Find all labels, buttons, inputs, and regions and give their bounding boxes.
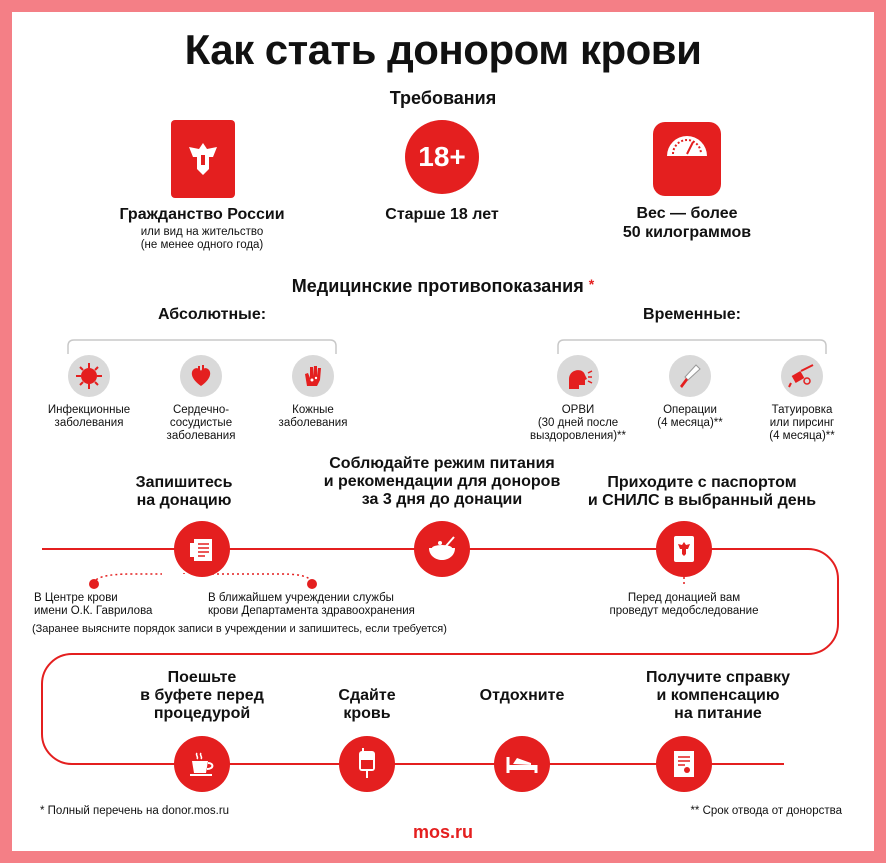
citizenship-note-1: или вид на жительство bbox=[140, 226, 264, 238]
contraindications-heading-text: Медицинские противопоказания bbox=[291, 276, 584, 296]
contraindications-mark: * bbox=[588, 276, 595, 292]
infectious-line-2: заболевания bbox=[54, 417, 124, 429]
cardio-line-2: сосудистые bbox=[169, 417, 233, 429]
footnote-right: ** Срок отвода от донорства bbox=[690, 805, 842, 817]
step-signup-line-1: Запишитесь bbox=[135, 474, 233, 491]
infectious-line-1: Инфекционные bbox=[47, 404, 131, 416]
sick-person-icon bbox=[557, 355, 599, 397]
step-eat-line-2: в буфете перед bbox=[140, 687, 264, 704]
signup-option-1-line-2: имени О.К. Гаврилова bbox=[34, 605, 153, 617]
cardio-line-3: заболевания bbox=[166, 430, 236, 442]
surgery-line-2: (4 месяца)** bbox=[657, 417, 723, 429]
step-eat-line-1: Поешьте bbox=[167, 669, 237, 686]
citizenship-note-2: (не менее одного года) bbox=[140, 239, 264, 251]
tattoo-line-3: (4 месяца)** bbox=[769, 430, 835, 442]
age-18-plus-icon bbox=[405, 120, 479, 194]
weight-title-1: Вес — более bbox=[636, 205, 738, 222]
age-title: Старше 18 лет bbox=[385, 206, 499, 223]
signup-option-2-line-1: В ближайшем учреждении службы bbox=[208, 592, 394, 604]
skin-line-1: Кожные bbox=[292, 404, 334, 416]
page-title: Как стать донором крови bbox=[184, 26, 702, 73]
heart-icon bbox=[180, 355, 222, 397]
requirements-heading: Требования bbox=[389, 88, 497, 108]
step-certificate-line-3: на питание bbox=[674, 705, 762, 722]
step-eat-line-3: процедурой bbox=[153, 705, 251, 722]
coffee-cup-icon bbox=[174, 736, 230, 792]
certificate-icon bbox=[656, 736, 712, 792]
bed-icon bbox=[494, 736, 550, 792]
step-donate-line-1: Сдайте bbox=[338, 687, 396, 704]
step-passport-line-2: и СНИЛС в выбранный день bbox=[587, 492, 817, 509]
signup-option-1-line-1: В Центре крови bbox=[34, 592, 118, 604]
signup-option-dot-2 bbox=[307, 579, 317, 589]
citizenship-title: Гражданство России bbox=[119, 206, 285, 223]
food-bowl-icon bbox=[414, 521, 470, 577]
exam-note-line-2: проведут медобследование bbox=[609, 605, 759, 617]
tattoo-line-2: или пирсинг bbox=[769, 417, 835, 429]
step-diet-line-3: за 3 дня до донации bbox=[361, 491, 523, 508]
tattoo-machine-icon bbox=[781, 355, 823, 397]
weight-title-2: 50 килограммов bbox=[622, 224, 752, 241]
skin-line-2: заболевания bbox=[278, 417, 348, 429]
orvi-line-1: ОРВИ bbox=[561, 404, 595, 416]
passport-icon bbox=[656, 521, 712, 577]
step-diet-line-1: Соблюдайте режим питания bbox=[329, 455, 555, 472]
absolute-label: Абсолютные: bbox=[157, 306, 267, 323]
signup-option-2-line-2: крови Департамента здравоохранения bbox=[208, 605, 415, 617]
step-rest-label: Отдохните bbox=[479, 687, 565, 704]
contraindications-heading bbox=[12, 276, 874, 297]
brand-logo[interactable]: mos.ru bbox=[412, 822, 473, 842]
coat-of-arms-icon bbox=[171, 120, 235, 198]
step-signup-line-2: на донацию bbox=[136, 492, 232, 509]
temporary-label: Временные: bbox=[643, 306, 741, 323]
virus-icon bbox=[68, 355, 110, 397]
blood-bag-icon bbox=[339, 736, 395, 792]
orvi-line-2: (30 дней после bbox=[537, 417, 619, 429]
footnote-left: * Полный перечень на donor.mos.ru bbox=[40, 805, 230, 817]
infographic-card bbox=[12, 12, 874, 851]
exam-note-line-1: Перед донацией вам bbox=[627, 592, 741, 604]
signup-option-dot-1 bbox=[89, 579, 99, 589]
age-badge-text: 18+ bbox=[418, 141, 466, 172]
step-passport-line-1: Приходите с паспортом bbox=[607, 474, 797, 491]
document-icon bbox=[174, 521, 230, 577]
tattoo-line-1: Татуировка bbox=[771, 404, 833, 416]
skin-hand-icon bbox=[292, 355, 334, 397]
step-diet-line-2: и рекомендации для доноров bbox=[323, 473, 561, 490]
scale-icon bbox=[653, 122, 721, 196]
step-donate-line-2: кровь bbox=[343, 705, 391, 722]
orvi-line-3: выздоровления)** bbox=[529, 430, 627, 442]
step-certificate-line-2: и компенсацию bbox=[656, 687, 780, 704]
step-certificate-line-1: Получите справку bbox=[645, 669, 790, 686]
cardio-line-1: Сердечно- bbox=[172, 404, 230, 416]
signup-note: (Заранее выясните порядок записи в учреждении и запишитесь, если требуется) bbox=[32, 623, 447, 635]
scalpel-icon bbox=[669, 355, 711, 397]
surgery-line-1: Операции bbox=[663, 404, 717, 416]
